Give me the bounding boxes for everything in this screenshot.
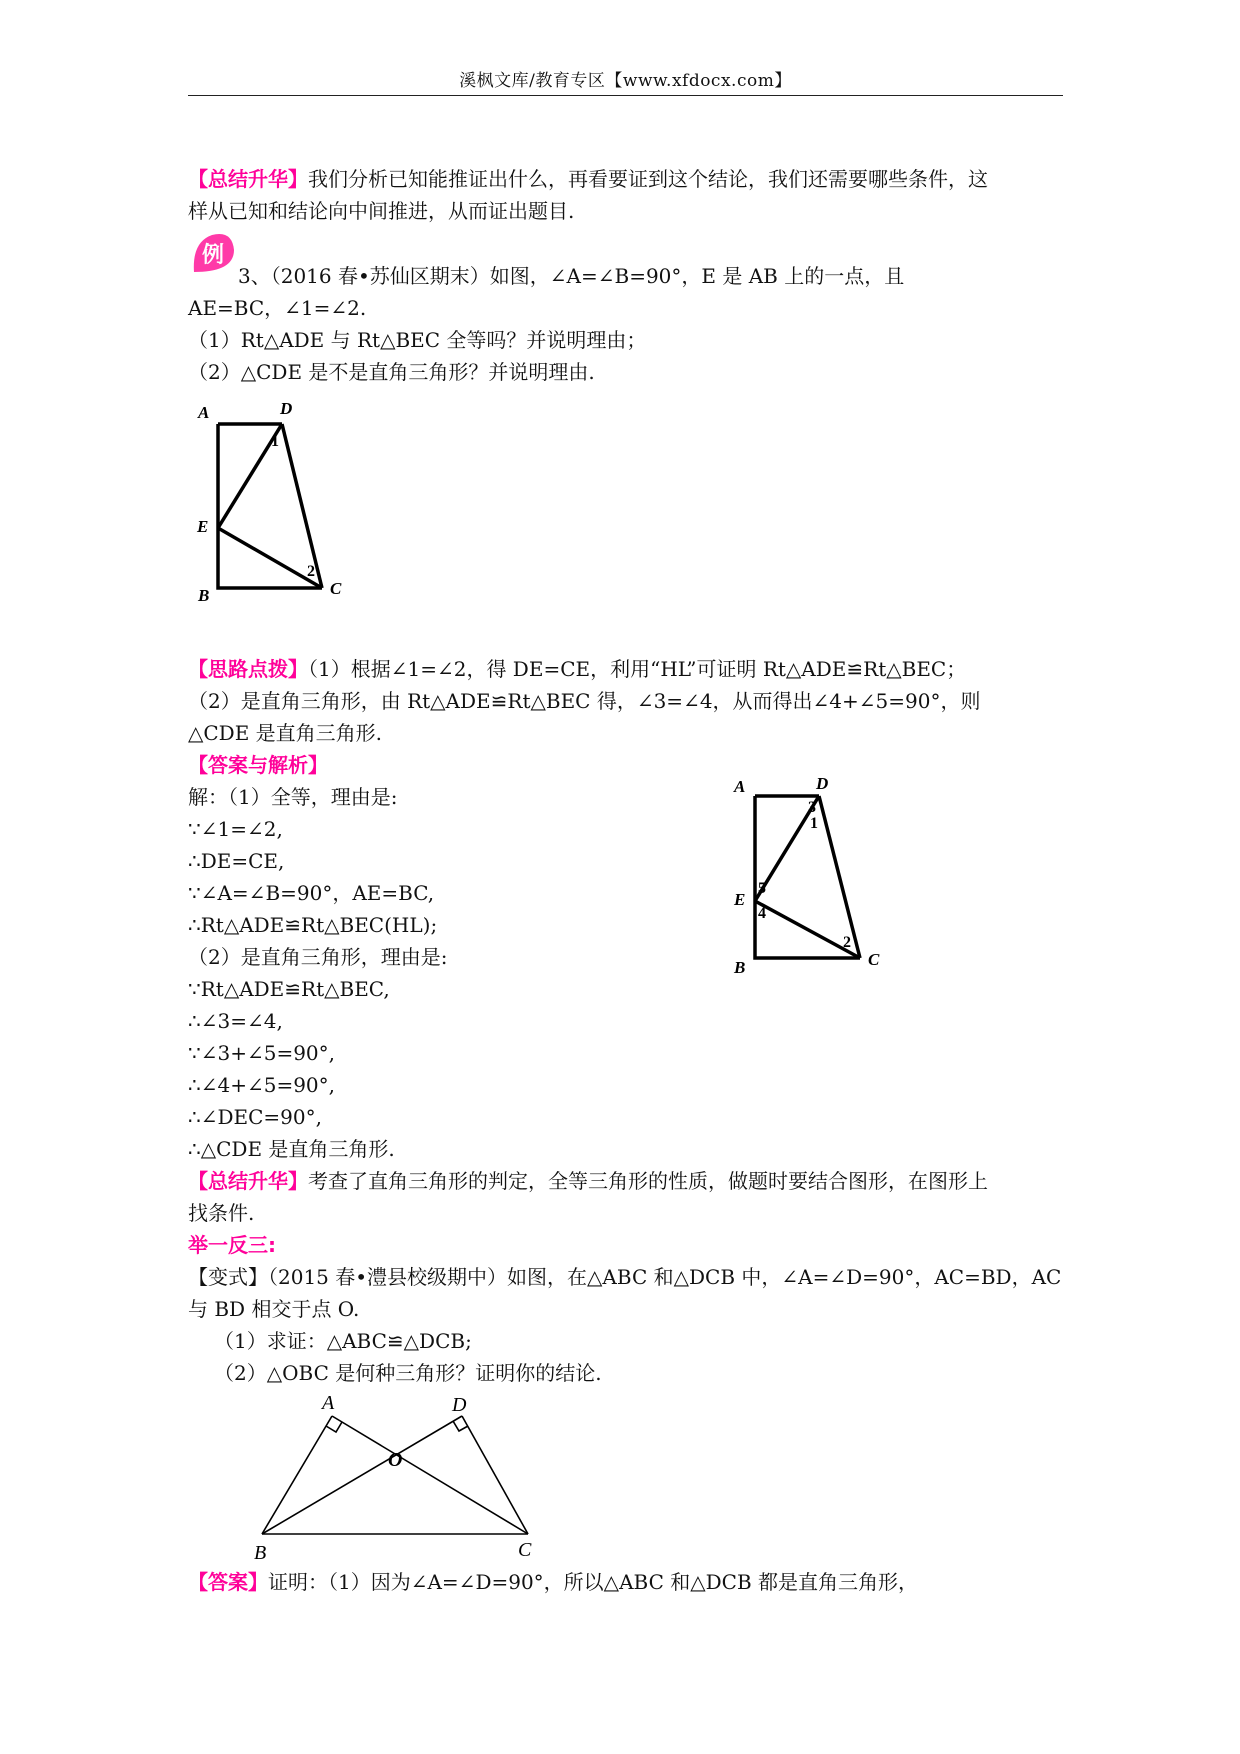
fig1-label-B: B <box>198 586 210 605</box>
final-answer-text: 证明：（1）因为∠A=∠D=90°，所以△ABC 和△DCB 都是直角三角形， <box>268 1570 919 1594</box>
example-badge-icon <box>190 232 236 278</box>
fig2-angle-1: 1 <box>810 815 818 832</box>
fig2-angle-5: 5 <box>758 880 766 897</box>
fig1-label-E: E <box>197 517 209 536</box>
fig2-label-D: D <box>816 775 829 793</box>
answer-line-6: ∵Rt△ADE≌Rt△BEC, <box>188 977 390 1001</box>
fig1-angle-1: 1 <box>271 433 279 450</box>
summary1-tag: 【总结升华】 <box>188 167 308 191</box>
example-question2: （2）△CDE 是不是直角三角形？并说明理由. <box>188 360 595 384</box>
practice-text1: （2015 春•澧县校级期中）如图，在△ABC 和△DCB 中，∠A=∠D=90°，AC=BD，AC <box>268 1265 1062 1289</box>
fig3-label-A: A <box>322 1392 335 1414</box>
summary2-tag: 【总结升华】 <box>188 1169 308 1193</box>
fig2-label-B: B <box>734 958 746 977</box>
hint-text1: （1）根据∠1=∠2，得 DE=CE，利用“HL”可证明 Rt△ADE≌Rt△BEC； <box>308 657 967 681</box>
fig1-label-D: D <box>280 399 293 418</box>
page-header: 溪枫文库/教育专区【www.xfdocx.com】 <box>459 71 792 91</box>
answer-tag: 【答案与解析】 <box>188 753 328 777</box>
fig2-label-A: A <box>734 777 746 796</box>
fig3-label-O: O <box>388 1449 403 1471</box>
practice-question1: （1）求证：△ABC≌△DCB; <box>214 1329 472 1353</box>
summary1-line1 <box>188 165 988 193</box>
example-badge-text: 例 <box>201 243 225 268</box>
fig2-angle-4: 4 <box>758 905 766 922</box>
fig3-label-D: D <box>452 1394 467 1416</box>
header-rule <box>188 95 1063 96</box>
practice-tag: 举一反三: <box>188 1233 276 1257</box>
answer-line-3: ∵∠A=∠B=90°，AE=BC, <box>188 881 435 905</box>
answer-line-0: 解：（1）全等，理由是: <box>188 785 398 809</box>
final-answer-tag: 【答案】 <box>188 1570 268 1594</box>
fig3-label-B: B <box>254 1542 267 1564</box>
answer-line-1: ∵∠1=∠2, <box>188 817 283 841</box>
example-question1: （1）Rt△ADE 与 Rt△BEC 全等吗？并说明理由； <box>188 328 647 352</box>
hint-line1 <box>188 655 966 683</box>
figure3-diagram <box>250 1392 550 1567</box>
answer-line-8: ∵∠3+∠5=90°, <box>188 1041 336 1065</box>
summary2-line2: 找条件. <box>188 1201 255 1225</box>
example-line1: 3、（2016 春•苏仙区期末）如图，∠A=∠B=90°，E 是 AB 上的一点，且 <box>238 264 905 288</box>
summary2-text1: 考查了直角三角形的判定，全等三角形的性质，做题时要结合图形，在图形上 <box>308 1169 988 1193</box>
fig2-label-E: E <box>734 890 746 909</box>
figure2-diagram <box>730 775 900 985</box>
hint-tag: 【思路点拨】 <box>188 657 308 681</box>
answer-line-5: （2）是直角三角形，理由是: <box>188 945 448 969</box>
summary1-text1: 我们分析已知能推证出什么，再看要证到这个结论，我们还需要哪些条件，这 <box>308 167 988 191</box>
fig1-label-A: A <box>198 403 210 422</box>
answer-line-7: ∴∠3=∠4, <box>188 1009 283 1033</box>
summary2-line1 <box>188 1167 988 1195</box>
summary1-line2: 样从已知和结论向中间推进，从而证出题目. <box>188 199 575 223</box>
answer-line-2: ∴DE=CE, <box>188 849 285 873</box>
answer-line-4: ∴Rt△ADE≌Rt△BEC(HL); <box>188 913 438 937</box>
final-answer-line <box>188 1568 918 1596</box>
fig1-angle-2: 2 <box>307 563 315 580</box>
example-line2: AE=BC，∠1=∠2. <box>188 296 367 320</box>
variant-tag: 【变式】 <box>188 1265 268 1289</box>
answer-line-10: ∴∠DEC=90°, <box>188 1105 322 1129</box>
fig1-label-C: C <box>330 579 342 598</box>
fig3-label-C: C <box>518 1539 532 1561</box>
fig2-label-C: C <box>868 950 880 969</box>
practice-line1 <box>188 1263 1061 1291</box>
answer-line-9: ∴∠4+∠5=90°, <box>188 1073 336 1097</box>
practice-question2: （2）△OBC 是何种三角形？证明你的结论. <box>214 1361 602 1385</box>
hint-line2: （2）是直角三角形，由 Rt△ADE≌Rt△BEC 得，∠3=∠4，从而得出∠4+∠5=90°，则 <box>188 689 981 713</box>
hint-line3: △CDE 是直角三角形. <box>188 721 383 745</box>
answer-line-11: ∴△CDE 是直角三角形. <box>188 1137 395 1161</box>
fig2-angle-3: 3 <box>808 799 816 816</box>
figure1-diagram <box>190 398 360 613</box>
fig2-angle-2: 2 <box>843 934 851 951</box>
practice-line2: 与 BD 相交于点 O. <box>188 1297 360 1321</box>
